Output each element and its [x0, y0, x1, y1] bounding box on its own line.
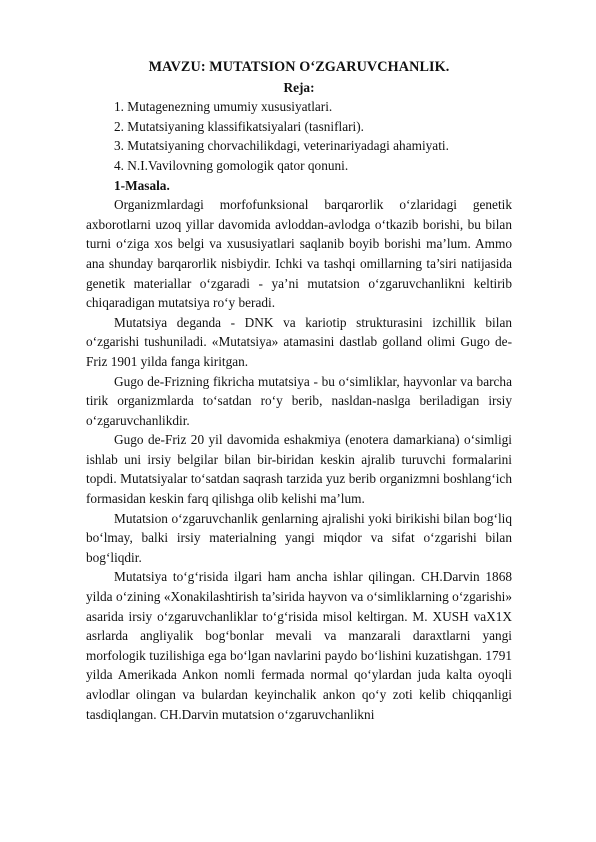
document-title: MAVZU: MUTATSION O‘ZGARUVCHANLIK.: [148, 59, 450, 75]
section-heading: 1-Masala.: [114, 177, 170, 193]
paragraph-3: Gugo de-Frizning fikricha mutatsiya - bu o‘simliklar, hayvonlar va barcha tirik organizmlarda to‘satdan ro‘y berib, nasldan-naslga beriladigan irsiy o‘zgaruvchanlikdir.: [86, 373, 512, 428]
plan-item-1: 1. Mutagenezning umumiy xususiyatlari.: [114, 99, 333, 115]
document-page: [86, 58, 512, 724]
paragraph-2: Mutatsiya deganda - DNK va kariotip strukturasini izchillik bilan o‘zgarishi tushuniladi. «Mutatsiya» atamasini dastlab golland olimi Gugo de-Friz 1901 yilda fanga kiritgan.: [86, 314, 512, 369]
paragraph-1: Organizmlardagi morfofunksional barqarorlik o‘zlaridagi genetik axborotlarni uzoq yillar davomida avloddan-avlodga o‘tkazib borishi, bu bilan turni o‘ziga xos belgi va xususiyatlari saqlanib boyib borishi ma’lum. Ammo ana shunday barqarorlik nisbiydir. Ichki va tashqi omillarning ta’siri natijasida genetik materiallar o‘zgaradi - ya’ni mutatsion o‘zgaruvchanlikni keltirib chiqaradigan mutatsiya ro‘y beradi.: [86, 197, 512, 311]
paragraph-4: Gugo de-Friz 20 yil davomida eshakmiya (enotera damarkiana) o‘simligi ishlab uni irsiy belgilar bilan bir-biridan keskin ajralib turuvchi formalarini topdi. Mutatsiyalar to‘satdan saqrash tarzida yuz berib organizmni boshlang‘ich formasidan keskin farq qilishga olib kelishi ma’lum.: [86, 432, 512, 507]
plan-item-2: 2. Mutatsiyaning klassifikatsiyalari (tasniflari).: [114, 118, 364, 134]
paragraph-5: Mutatsion o‘zgaruvchanlik genlarning ajralishi yoki birikishi bilan bog‘liq bo‘lmay, balki irsiy materialning yangi miqdor va sifat o‘zgarishi bilan bog‘liqdir.: [86, 510, 512, 565]
plan-list: [86, 97, 512, 175]
paragraph-6: Mutatsiya to‘g‘risida ilgari ham ancha ishlar qilingan. CH.Darvin 1868 yilda o‘zining «Xonakilashtirish ta’sirida hayvon va o‘simliklarning o‘zgarishi» asarida irsiy o‘zgaruvchanliklar to‘g‘risida misol keltirgan. M. XUSH vaX1X asrlarda angliyalik bog‘bonlar mevali va manzarali daraxtlarni yangi morfologik tuzilishiga ega bo‘lgan navlarini paydo bo‘lishini kuzatishgan. 1791 yilda Amerikada Ankon nomli fermada normal qo‘ylardan juda kalta oyoqli avlodlar olingan va bulardan keyinchalik ankon qo‘y zoti kelib chiqqanligi tasdiqlangan. CH.Darvin mutatsion o‘zgaruvchanlikni: [86, 569, 512, 722]
plan-item-3: 3. Mutatsiyaning chorvachilikdagi, veterinariyadagi ahamiyati.: [114, 138, 449, 154]
plan-item-4: 4. N.I.Vavilovning gomologik qator qonuni.: [114, 157, 349, 173]
plan-heading: Reja:: [283, 79, 315, 95]
